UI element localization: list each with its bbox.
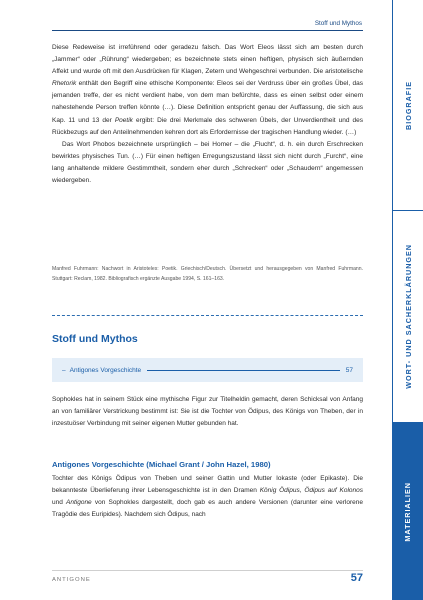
source-citation: Manfred Fuhrmann: Nachwort in Aristoteles: Poetik. Griechisch/Deutsch. Übersetzt und herausgegeben von Manfred Fuhrmann. Stuttgart: Reclam, 1982. Bibliografisch ergänzte Ausgabe 1994, S. 161–163. (52, 266, 363, 282)
footer-title: ANTIGONE (52, 577, 91, 583)
subsection-part-b: , (299, 487, 305, 495)
tab-materialien-label: MATERIALIEN (403, 481, 412, 542)
paragraph-eleos (52, 42, 363, 139)
subsection-text (52, 473, 363, 521)
paragraph-eleos-part2: enthält den Begriff eine ethische Komponente: Eleos sei der Verdruss über ein großes Übel, das jemanden treffe, der es nicht verdient habe, von dem man befürchte, dass es einen selbst oder einem nahestehende Person treffen könnte (…). Diese Definition entspricht genau der Auffassung, die sich aus Kap. 11 und 13 der (52, 80, 363, 124)
tab-wort-label: WORT- UND SACHERKLÄRUNGEN (403, 244, 413, 389)
toc-dash: – (62, 366, 66, 374)
rhetorik-title: Rhetorik (52, 80, 77, 88)
subsection-part-a: Tochter des Königs Ödipus von Theben und seiner Gattin und Mutter Iokaste (oder Epikaste). Die bekannteste Überlieferung ihrer Lebensgeschichte ist in den Dramen (52, 475, 363, 495)
section-intro (52, 394, 363, 430)
paragraph-eleos-part1: Diese Redeweise ist irreführend oder geradezu falsch. Das Wort Eleos lässt sich am besten durch „Jammer“ oder „Rührung“ wiedergeben; es bezeichnete stets einen heftigen, physisch sich äußernden Affekt und wurde oft mit den Ausdrücken für Klagen, Zetern und Wehgeschrei verbunden. Die aristotelische (52, 44, 363, 76)
toc-entry[interactable] (52, 358, 363, 382)
title-koenig-oedipus: König Ödipus (259, 487, 300, 495)
tab-biografie[interactable] (392, 0, 423, 211)
toc-entry-label: Antigones Vorgeschichte (69, 366, 142, 374)
paragraph-phobos: Das Wort Phobos bezeichnete ursprünglich – bei Homer – die „Flucht“, d. h. ein durch Erschrecken bewirktes physisches Tun. (…) Für einen heftigen Erregungszustand lässt sich nicht durch „Furcht“, eine lang anhaltende mildere Gestimmtheit, sondern eher durch „Schrecken“ oder „Schaudern“ angemessen wiedergeben. (52, 140, 363, 185)
subsection-paragraph (52, 473, 363, 521)
toc-entry-page: 57 (345, 366, 353, 374)
subsection-part-d: von Sophokles dargestellt, doch gab es auch andere Versionen (darunter eine verlorene Tragödie des Euripides). Nachdem sich Ödipus, nach (52, 499, 363, 519)
tab-materialien[interactable] (392, 423, 423, 600)
title-oedipus-kolonos: Ödipus auf Kolonos (304, 487, 364, 495)
tab-wort-und-sacherklaerungen[interactable] (392, 211, 423, 423)
section-heading: Stoff und Mythos (52, 333, 138, 345)
subsection-heading: Antigones Vorgeschichte (Michael Grant / John Hazel, 1980) (52, 460, 271, 469)
quote-text (52, 42, 363, 187)
running-header: Stoff und Mythos (314, 20, 362, 27)
section-intro-text: Sophokles hat in seinem Stück eine mythische Figur zur Titelheldin gemacht, deren Schicksal von Anfang an von familiärer Verstrickung bestimmt ist: Sie ist die Tochter von Ödipus, des Königs von Theben, der in inzestuöser Verbindung mit seiner eigenen Mutter gebunden hat. (52, 396, 363, 428)
toc-leader-line (147, 366, 340, 371)
header-divider (52, 30, 363, 31)
tab-biografie-label: BIOGRAFIE (403, 80, 413, 130)
page-number: 57 (350, 572, 363, 584)
title-antigone: Antigone (66, 499, 92, 507)
footer-divider (52, 570, 363, 571)
paragraph-eleos-part3: ergibt: Die drei Merkmale des schweren Übels, der Unverdientheit und des Rückbezugs auf den Anteilnehmenden kehren dort als Erfordernisse der tragischen Handlung wieder. (…) (52, 116, 363, 136)
subsection-part-c: und (52, 499, 67, 507)
poetik-title: Poetik (114, 116, 133, 124)
section-divider (52, 315, 363, 316)
